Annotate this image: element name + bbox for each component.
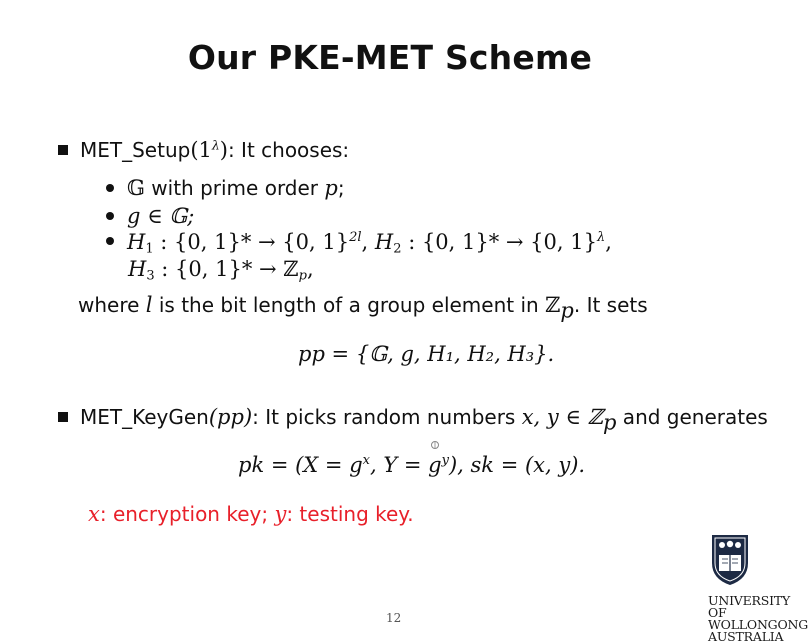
pp-equation: pp = {𝔾, g, H₁, H₂, H₃}. bbox=[298, 342, 555, 366]
keygen-vars-sub: p bbox=[603, 410, 617, 435]
keygen-arg: (pp) bbox=[208, 405, 253, 429]
setup-where-line bbox=[78, 293, 648, 323]
setup-bullet-group bbox=[106, 176, 345, 200]
slide-title: Our PKE-MET Scheme bbox=[187, 38, 593, 77]
note-x-label: : encryption key; bbox=[99, 502, 275, 526]
h3-map: : {0, 1}* → ℤ bbox=[154, 257, 299, 281]
h1-tail: , bbox=[361, 230, 369, 254]
h2-sup: λ bbox=[596, 230, 606, 246]
logo-line-1: UNIVERSITY bbox=[708, 593, 791, 608]
square-bullet-icon bbox=[58, 412, 68, 422]
h1-map: : {0, 1}* → {0, 1} bbox=[153, 230, 350, 254]
eq-x: x bbox=[362, 453, 370, 469]
keygen-text-a: : It picks random numbers bbox=[252, 405, 522, 429]
setup-name: MET_Setup bbox=[80, 138, 191, 162]
key-note bbox=[88, 502, 414, 526]
h3-tail: , bbox=[306, 257, 314, 281]
keygen-item bbox=[58, 405, 768, 435]
round-bullet-icon bbox=[106, 237, 114, 245]
keygen-vars: x, y ∈ ℤ bbox=[521, 405, 603, 429]
setup-arg-sup: λ bbox=[211, 137, 220, 153]
where-l: l bbox=[145, 293, 153, 317]
h2-map: : {0, 1}* → {0, 1} bbox=[401, 230, 597, 254]
keygen-equation bbox=[238, 453, 585, 477]
eq-c: ), sk = (x, y). bbox=[448, 453, 586, 477]
group-symbol: 𝔾 bbox=[127, 176, 145, 200]
university-logo bbox=[708, 533, 808, 643]
h2-sub: 2 bbox=[393, 241, 402, 257]
eq-y: y bbox=[441, 453, 449, 469]
h1-sub: 1 bbox=[145, 241, 154, 257]
setup-arg-close: ) bbox=[219, 138, 228, 162]
h2: H bbox=[374, 230, 394, 254]
page-number: 12 bbox=[386, 611, 402, 625]
hand-cursor-icon bbox=[430, 440, 440, 450]
h3: H bbox=[128, 257, 147, 281]
group-tail: ; bbox=[337, 176, 345, 200]
setup-h3-line bbox=[128, 257, 314, 284]
h1: H bbox=[127, 230, 146, 254]
h2-tail: , bbox=[605, 230, 612, 254]
h3-sub: 3 bbox=[146, 268, 155, 284]
eq-b: , Y = g bbox=[370, 453, 442, 477]
logo-line-3: AUSTRALIA bbox=[708, 629, 784, 644]
logo-line-2: OF WOLLONGONG bbox=[708, 605, 809, 632]
where-b: is the bit length of a group element in bbox=[152, 293, 546, 317]
setup-arg: (1 bbox=[190, 138, 212, 162]
setup-item bbox=[58, 138, 349, 162]
eq-a: pk = (X = g bbox=[238, 453, 363, 477]
setup-bullet-generator bbox=[106, 204, 194, 228]
generator-math: g ∈ 𝔾; bbox=[127, 204, 195, 228]
h3-sub2: p bbox=[298, 268, 307, 284]
crest-icon bbox=[710, 533, 750, 587]
note-x: x bbox=[88, 502, 100, 526]
note-y-label: : testing key. bbox=[286, 502, 414, 526]
square-bullet-icon bbox=[58, 145, 68, 155]
note-y: y bbox=[274, 502, 287, 526]
keygen-name: MET_KeyGen bbox=[80, 405, 209, 429]
where-z: ℤ bbox=[545, 293, 561, 317]
round-bullet-icon bbox=[106, 184, 114, 192]
where-zp: p bbox=[560, 298, 574, 323]
group-text: with prime order bbox=[144, 176, 325, 200]
setup-bullet-hashes bbox=[106, 230, 612, 257]
where-c: . It sets bbox=[573, 293, 648, 317]
h1-sup: 2l bbox=[349, 230, 362, 246]
round-bullet-icon bbox=[106, 212, 114, 220]
setup-text: : It chooses: bbox=[227, 138, 350, 162]
prime-p: p bbox=[324, 176, 338, 200]
where-a: where bbox=[78, 293, 146, 317]
keygen-text-b: and generates bbox=[616, 405, 768, 429]
